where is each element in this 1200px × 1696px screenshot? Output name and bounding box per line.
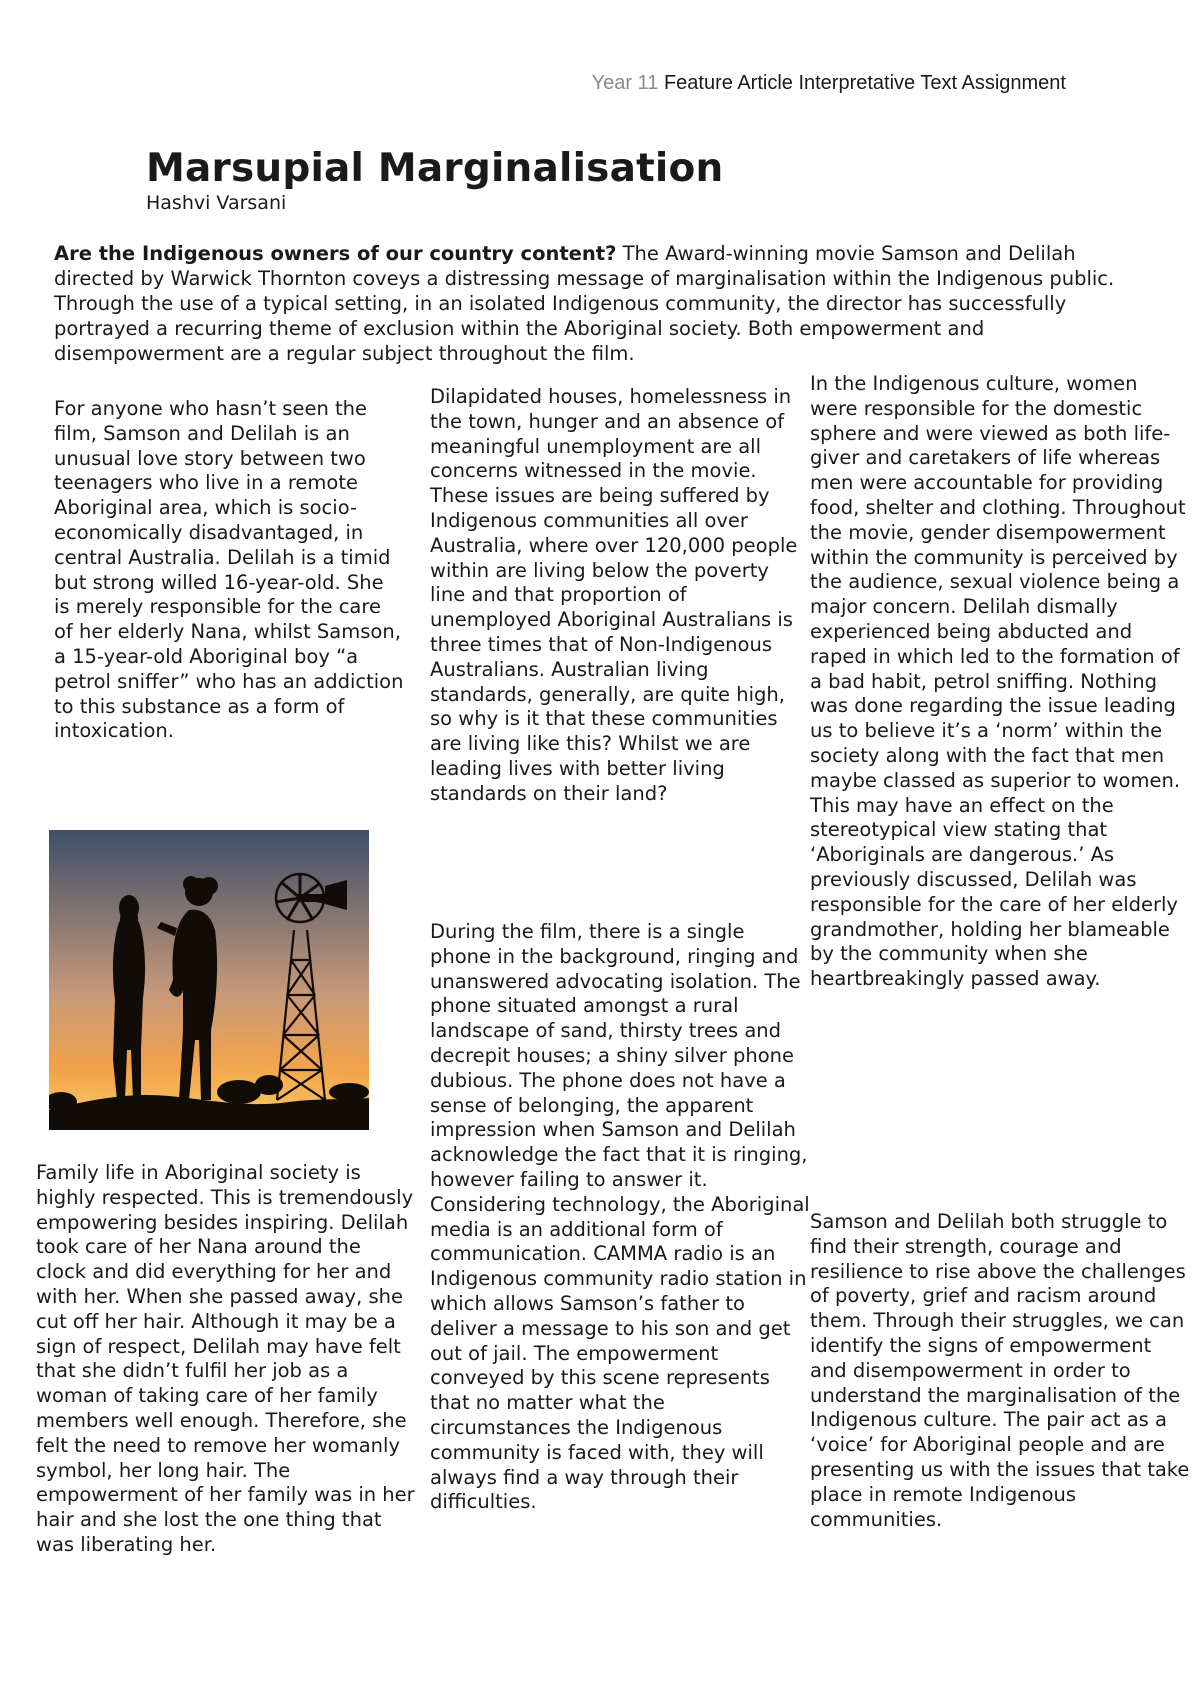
column-1-paragraph-2 [36, 1161, 416, 1558]
paragraph-text: Samson and Delilah both struggle to find their strength, courage and resilience to rise above the challenges of poverty, grief and racism around them. Through their struggles, we can identify the signs of empowerment and disempowerment in order to understand the marginalisation of the Indigenous culture. The pair act as a ‘voice’ for Aboriginal people and are presenting us with the issues that take place in remote Indigenous communities. [810, 1210, 1190, 1531]
silhouette-sunset-windmill-photo [49, 830, 369, 1130]
article-intro [54, 241, 1144, 366]
paragraph-text: In the Indigenous culture, women were responsible for the domestic sphere and were viewed as both life-giver and caretakers of life whereas men were accountable for providing food, shelter and clothing. Throughout the movie, gender disempowerment within the community is perceived by the audience, sexual violence being a major concern. Delilah dismally experienced being abducted and raped in which led to the formation of a bad habit, petrol sniffing. Nothing was done regarding the issue leading us to believe it’s a ‘norm’ within the society along with the fact that men maybe classed as superior to women. This may have an effect on the stereotypical view stating that ‘Aboriginals are dangerous.’ As previously discussed, Delilah was responsible for the care of her elderly grandmother, holding her blameable by the community when she heartbreakingly passed away. [810, 372, 1186, 991]
article-author: Hashvi Varsani [146, 192, 287, 214]
paragraph-text: Dilapidated houses, homelessness in the town, hunger and an absence of meaningful unemployment are all concerns witnessed in the movie. [430, 385, 792, 483]
paragraph-text: During the film, there is a single phone in the background, ringing and unanswered advocating isolation. The phone situated amongst a rural landscape of sand, thirsty trees and decrepit houses; a shiny silver phone dubious. The phone does not have a sense of belonging, the apparent impression when Samson and Delilah acknowledge the fact that it is ringing, however failing to answer it. Considering technology, the Aboriginal media is an additional form of communication. CAMMA radio is an Indigenous community radio station in which allows Samson’s father to deliver a message to his son and get out of jail. The empowerment conveyed by this scene represents that no matter what the circumstances the Indigenous community is faced with, they will always find a way through their difficulties. [430, 920, 810, 1514]
paragraph-text: For anyone who hasn’t seen the film, Samson and Delilah is an unusual love story between two teenagers who live in a remote Aboriginal area, which is socio-economically disadvantaged, in central Australia. Delilah is a timid but strong willed 16-year-old. She is merely responsible for the care of her elderly Nana, whilst Samson, a 15-year-old Aboriginal boy “a petrol sniffer” who has an addiction to this substance as a form of intoxication. [54, 397, 404, 743]
intro-lead-question: Are the Indigenous owners of our country content? [54, 242, 617, 265]
column-2-paragraph-2 [430, 920, 810, 1515]
document-header [592, 72, 1066, 95]
paragraph-text: Family life in Aboriginal society is highly respected. This is tremendously empowering besides inspiring. Delilah took care of her Nana around the clock and did everything for her and with her. When she passed away, she cut off her hair. Although it may be a sign of respect, Delilah may have felt that she didn’t fulfil her job as a woman of taking care of her family members well enough. Therefore, she felt the need to remove her womanly symbol, her long hair. The empowerment of her family was in her hair and she lost the one thing that was liberating her. [36, 1161, 415, 1556]
column-1-paragraph-1 [54, 397, 404, 744]
header-year-number: 11 [637, 72, 659, 94]
column-3-paragraph-1 [810, 372, 1190, 992]
paragraph-text: These issues are being suffered by Indigenous communities all over Australia, where over 120,000 people within are living below the poverty line and that proportion of unemployed Aboriginal Australians is three times that of Non-Indigenous Australians. Australian living standards, generally, are quite high, so why is it that these communities are living like this? Whilst we are leading lives with better living standards on their land? [430, 484, 798, 805]
header-year-label: Year [591, 72, 633, 94]
column-2-paragraph-1 [430, 385, 810, 807]
intro-body: The Award-winning movie Samson and Delilah directed by Warwick Thornton coveys a distressing message of marginalisation within the Indigenous public. Through the use of a typical setting, in an isolated Indigenous community, the director has successfully portrayed a recurring theme of exclusion within the Aboriginal society. Both empowerment and disempowerment are a regular subject throughout the film. [54, 242, 1115, 365]
column-3-paragraph-2 [810, 1210, 1190, 1532]
header-assignment: Feature Article Interpretative Text Assignment [663, 72, 1066, 94]
article-title: Marsupial Marginalisation [146, 146, 724, 191]
